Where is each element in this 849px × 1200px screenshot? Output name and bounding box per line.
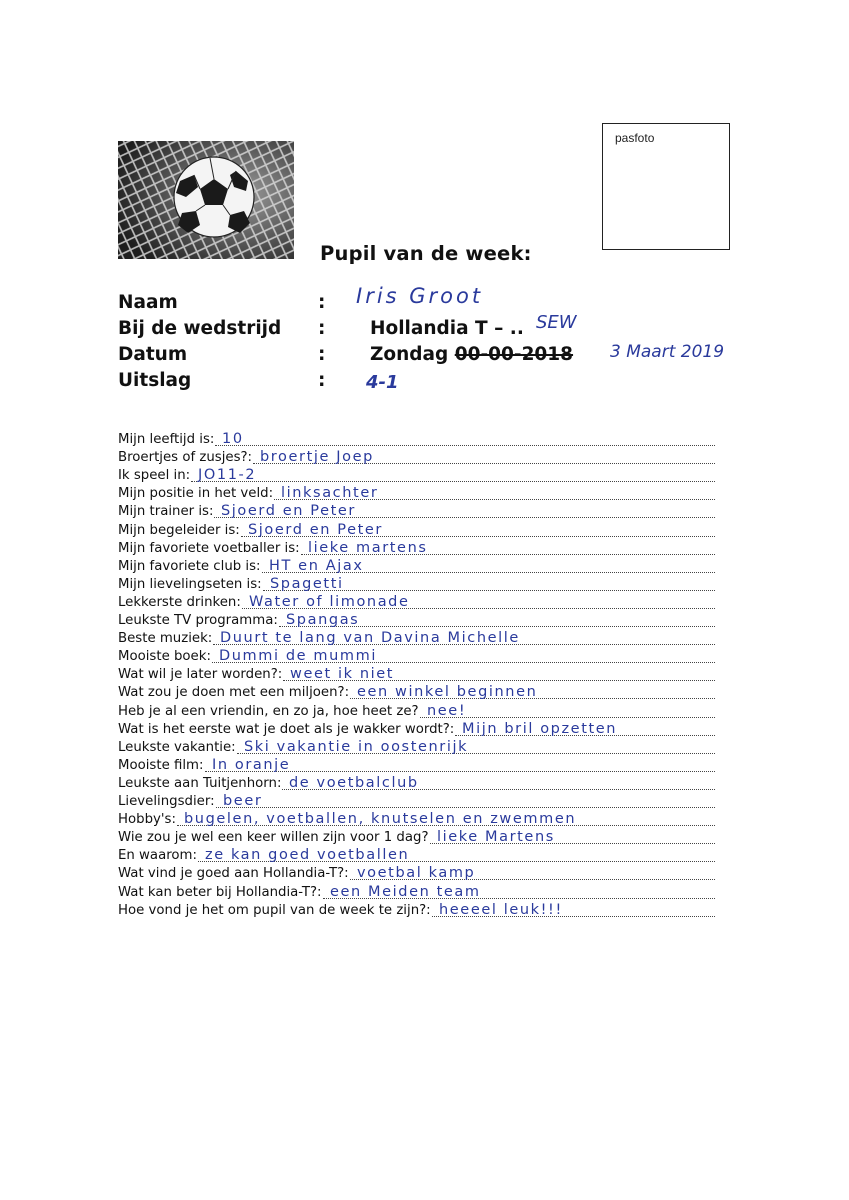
question-label: Wat wil je later worden?: bbox=[118, 667, 283, 683]
question-row bbox=[118, 757, 718, 775]
question-row bbox=[118, 811, 718, 829]
field-naam-label: Naam bbox=[118, 292, 178, 313]
field-naam-value: Iris Groot bbox=[356, 284, 484, 308]
question-label: Wat kan beter bij Hollandia-T?: bbox=[118, 884, 322, 900]
question-answer: Spagetti bbox=[270, 575, 344, 592]
question-row bbox=[118, 612, 718, 630]
question-row bbox=[118, 648, 718, 666]
question-label: Mooiste film: bbox=[118, 757, 204, 773]
question-label: Mijn lievelingseten is: bbox=[118, 576, 262, 592]
question-row bbox=[118, 865, 718, 883]
question-answer: Sjoerd en Peter bbox=[221, 503, 356, 520]
field-wedstrijd-printed: Hollandia T – .. bbox=[370, 318, 524, 339]
question-answer: weet ik niet bbox=[290, 666, 395, 683]
question-answer: een Meiden team bbox=[330, 883, 481, 900]
question-answer: de voetbalclub bbox=[289, 774, 419, 791]
field-wedstrijd-label: Bij de wedstrijd bbox=[118, 318, 282, 339]
question-label: Leukste vakantie: bbox=[118, 739, 236, 755]
question-label: Leukste TV programma: bbox=[118, 613, 278, 628]
field-datum-value: 3 Maart 2019 bbox=[610, 342, 725, 362]
answer-line bbox=[215, 445, 715, 446]
question-answer: JO11-2 bbox=[198, 467, 257, 484]
field-datum-prefix: Zondag bbox=[370, 344, 455, 365]
field-datum-label: Datum bbox=[118, 344, 188, 365]
question-label: Mijn begeleider is: bbox=[118, 522, 240, 538]
field-wedstrijd-value: SEW bbox=[536, 312, 577, 333]
field-uitslag-label: Uitslag bbox=[118, 370, 192, 391]
question-label: Lekkerste drinken: bbox=[118, 594, 241, 610]
question-row bbox=[118, 847, 718, 865]
question-row bbox=[118, 449, 718, 467]
question-label: Beste muziek: bbox=[118, 631, 213, 647]
field-naam-colon: : bbox=[318, 292, 326, 313]
question-label: Wie zou je wel een keer willen zijn voor 1 dag? bbox=[118, 830, 429, 846]
field-uitslag-colon: : bbox=[318, 370, 326, 391]
question-row bbox=[118, 485, 718, 503]
question-row bbox=[118, 684, 718, 702]
question-row bbox=[118, 630, 718, 648]
question-row bbox=[118, 522, 718, 540]
question-label: Mijn positie in het veld: bbox=[118, 486, 274, 502]
question-label: Mooiste boek: bbox=[118, 649, 211, 665]
field-naam bbox=[118, 284, 818, 318]
question-answer: In oranje bbox=[212, 756, 291, 773]
question-label: Mijn leeftijd is: bbox=[118, 432, 215, 447]
question-row bbox=[118, 793, 718, 811]
question-label: Heb je al een vriendin, en zo ja, hoe heet ze? bbox=[118, 703, 419, 719]
question-answer: Duurt te lang van Davina Michelle bbox=[220, 630, 520, 647]
question-answer: Dummi de mummi bbox=[219, 648, 377, 665]
question-label: Mijn favoriete club is: bbox=[118, 558, 261, 574]
question-answer: lieke martens bbox=[308, 539, 428, 556]
question-row bbox=[118, 721, 718, 739]
question-answer: lieke Martens bbox=[437, 829, 555, 846]
question-row bbox=[118, 540, 718, 558]
answer-line bbox=[191, 481, 715, 482]
question-label: Broertjes of zusjes?: bbox=[118, 450, 253, 466]
question-row bbox=[118, 594, 718, 612]
question-row bbox=[118, 884, 718, 902]
question-row bbox=[118, 431, 718, 449]
question-row bbox=[118, 467, 718, 485]
question-label: Wat vind je goed aan Hollandia-T?: bbox=[118, 866, 349, 882]
question-label: Ik speel in: bbox=[118, 468, 191, 484]
question-row bbox=[118, 775, 718, 793]
question-answer: heeeel leuk!!! bbox=[439, 901, 563, 918]
question-answer: Spangas bbox=[286, 612, 360, 628]
question-answer: beer bbox=[223, 793, 263, 809]
question-answer: bugelen, voetballen, knutselen en zwemmen bbox=[184, 811, 577, 828]
field-wedstrijd-colon: : bbox=[318, 318, 326, 339]
question-answer: broertje Joep bbox=[260, 449, 374, 466]
field-datum-printed bbox=[370, 344, 573, 365]
question-label: Mijn favoriete voetballer is: bbox=[118, 540, 300, 556]
question-label: Wat zou je doen met een miljoen?: bbox=[118, 685, 350, 701]
question-label: Leukste aan Tuitjenhorn: bbox=[118, 775, 282, 791]
passport-photo-label: pasfoto bbox=[615, 131, 655, 145]
question-row bbox=[118, 558, 718, 576]
question-answer: linksachter bbox=[281, 485, 379, 502]
question-row bbox=[118, 666, 718, 684]
page-title: Pupil van de week: bbox=[320, 242, 532, 265]
question-label: Hobby's: bbox=[118, 812, 176, 828]
field-datum-struck: 00-00-2018 bbox=[454, 344, 574, 365]
question-answer: voetbal kamp bbox=[357, 865, 476, 882]
question-answer: Water of limonade bbox=[249, 593, 410, 610]
question-row bbox=[118, 829, 718, 847]
field-datum-colon: : bbox=[318, 344, 326, 365]
answer-line bbox=[216, 807, 715, 808]
question-label: En waarom: bbox=[118, 848, 197, 864]
question-answer: Ski vakantie in oostenrijk bbox=[244, 738, 469, 755]
question-answer: nee! bbox=[427, 702, 467, 719]
question-row bbox=[118, 576, 718, 594]
question-answer: Sjoerd en Peter bbox=[248, 521, 383, 538]
question-answer: Mijn bril opzetten bbox=[462, 720, 618, 737]
soccer-photo bbox=[118, 141, 294, 259]
field-wedstrijd bbox=[118, 312, 818, 344]
question-answer: 10 bbox=[222, 431, 244, 447]
question-label: Wat is het eerste wat je doet als je wakker wordt?: bbox=[118, 721, 455, 737]
question-answer: een winkel beginnen bbox=[357, 684, 538, 701]
field-uitslag bbox=[118, 370, 818, 396]
question-row bbox=[118, 739, 718, 757]
soccer-ball-in-net-icon bbox=[118, 141, 294, 259]
question-row bbox=[118, 503, 718, 521]
question-answer: ze kan goed voetballen bbox=[205, 847, 410, 864]
question-row bbox=[118, 902, 718, 920]
question-answer: HT en Ajax bbox=[269, 557, 364, 574]
question-label: Mijn trainer is: bbox=[118, 504, 214, 520]
field-datum bbox=[118, 344, 818, 370]
passport-photo-box bbox=[602, 123, 730, 250]
field-uitslag-value: 4-1 bbox=[366, 372, 399, 393]
question-label: Lievelingsdier: bbox=[118, 794, 215, 809]
question-label: Hoe vond je het om pupil van de week te zijn?: bbox=[118, 902, 431, 918]
question-row bbox=[118, 703, 718, 721]
